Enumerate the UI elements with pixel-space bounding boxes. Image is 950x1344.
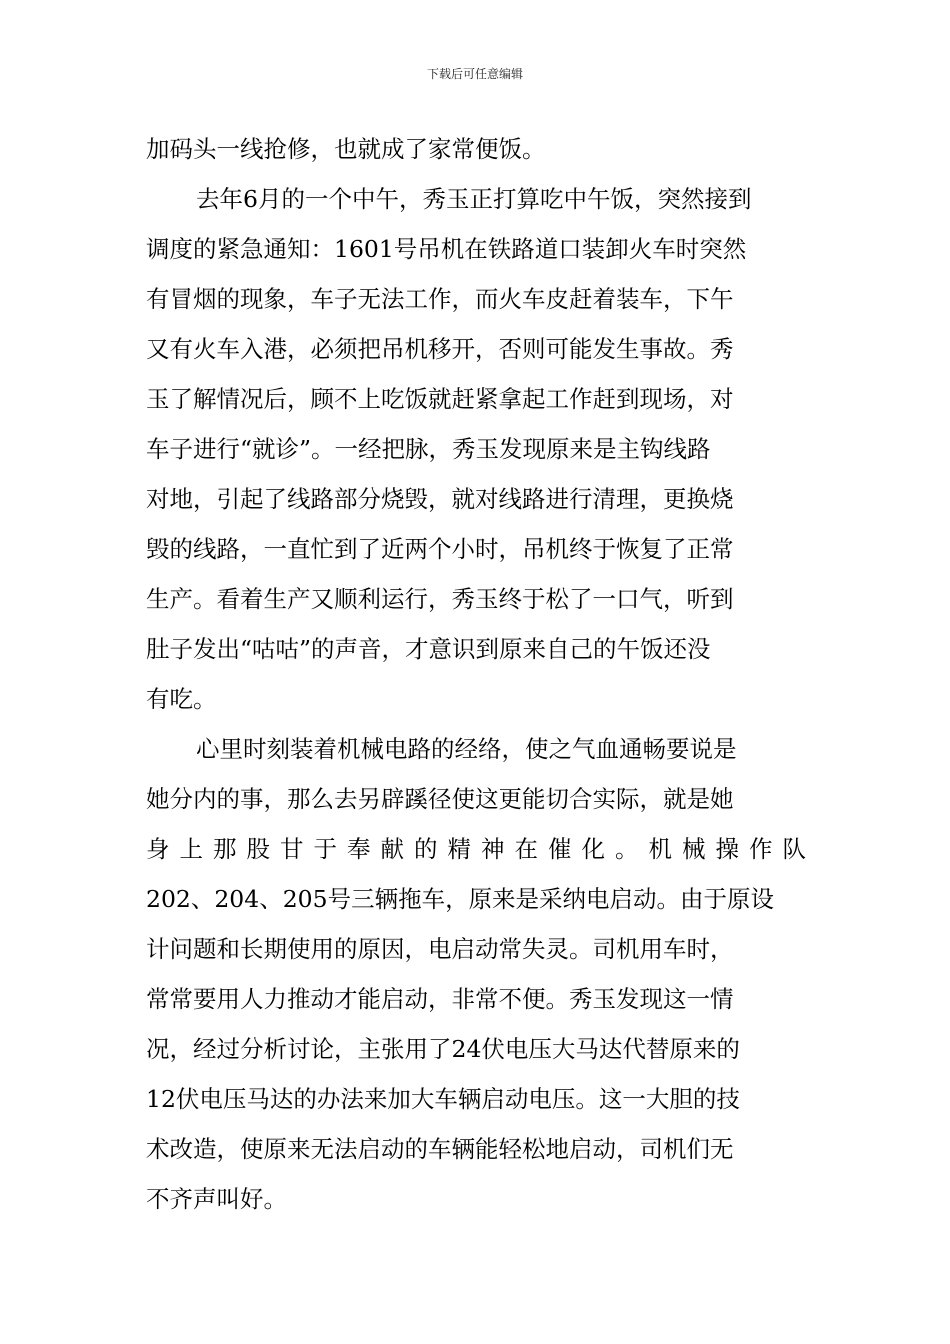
text-line: 去年6月的一个中午，秀玉正打算吃中午饭，突然接到 xyxy=(196,185,752,213)
document-body xyxy=(146,128,806,1228)
text-line: 身 上 那 股 甘 于 奉 献 的 精 神 在 催 化 。 机 械 操 作 队 xyxy=(146,835,806,863)
page-header: 下载后可任意编辑 xyxy=(426,67,523,81)
text-line: 有吃。 xyxy=(146,685,217,713)
text-line: 202、204、205号三辆拖车，原来是采纳电启动。由于原设 xyxy=(146,885,775,913)
text-line: 又有火车入港，必须把吊机移开，否则可能发生事故。秀 xyxy=(146,335,734,363)
text-line: 肚子发出“咕咕”的声音，才意识到原来自己的午饭还没 xyxy=(146,635,711,663)
text-line: 对地，引起了线路部分烧毁，就对线路进行清理，更换烧 xyxy=(146,485,734,513)
text-line: 玉了解情况后，顾不上吃饭就赶紧拿起工作赶到现场，对 xyxy=(146,385,734,413)
text-line: 常常要用人力推动才能启动，非常不便。秀玉发现这一情 xyxy=(146,985,734,1013)
text-line: 不齐声叫好。 xyxy=(146,1185,287,1213)
text-line: 术改造，使原来无法启动的车辆能轻松地启动，司机们无 xyxy=(146,1135,734,1163)
text-line: 12伏电压马达的办法来加大车辆启动电压。这一大胆的技 xyxy=(146,1085,740,1113)
text-line: 毁的线路，一直忙到了近两个小时，吊机终于恢复了正常 xyxy=(146,535,734,563)
text-line: 调度的紧急通知：1601号吊机在铁路道口装卸火车时突然 xyxy=(146,235,747,263)
text-line: 她分内的事，那么去另辟蹊径使这更能切合实际，就是她 xyxy=(146,785,734,813)
text-line: 车子进行“就诊”。一经把脉，秀玉发现原来是主钩线路 xyxy=(146,435,711,463)
text-line: 心里时刻装着机械电路的经络，使之气血通畅要说是 xyxy=(196,735,737,763)
text-line: 加码头一线抢修，也就成了家常便饭。 xyxy=(146,135,546,163)
text-line: 有冒烟的现象，车子无法工作，而火车皮赶着装车，下午 xyxy=(146,285,734,313)
text-line: 计问题和长期使用的原因，电启动常失灵。司机用车时， xyxy=(146,935,734,963)
text-line: 况，经过分析讨论，主张用了24伏电压大马达代替原来的 xyxy=(146,1035,740,1063)
text-line: 生产。看着生产又顺利运行，秀玉终于松了一口气，听到 xyxy=(146,585,734,613)
